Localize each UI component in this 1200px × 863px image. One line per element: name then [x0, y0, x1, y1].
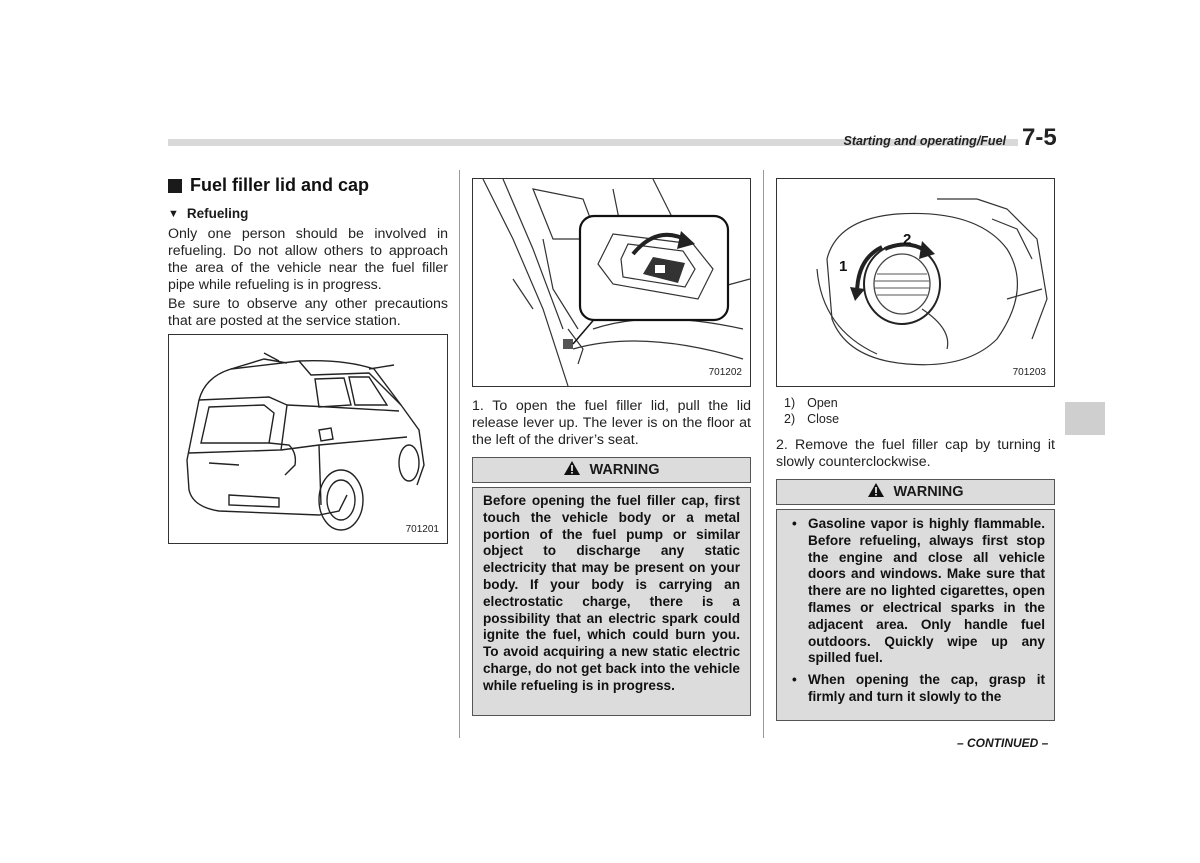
warning-label: WARNING [589, 462, 660, 478]
warning-box [472, 487, 751, 716]
callout-1: 1 [839, 258, 848, 275]
warning-triangle-icon [563, 460, 581, 480]
refueling-paragraph-2: Be sure to observe any other precautions that are posted at the service station. [168, 296, 448, 329]
continued-label: – CONTINUED – [957, 736, 1049, 750]
subheading [168, 206, 248, 221]
warning-item: • When opening the cap, grasp it firmly and turn it slowly to the [786, 672, 1045, 706]
fuel-cap-illustration [777, 179, 1054, 386]
lever-illustration [473, 179, 750, 386]
warning-triangle-icon [867, 482, 885, 502]
heading-text: Fuel filler lid and cap [190, 175, 370, 195]
subheading-text: Refueling [186, 206, 249, 221]
callout-2: 2 [903, 231, 912, 248]
triangle-down-icon: ▼ [168, 207, 179, 220]
legend-number: 2) [784, 412, 796, 426]
figure-legend [784, 395, 839, 427]
warning-header [472, 457, 751, 483]
section-heading [168, 175, 369, 196]
refueling-paragraph-1: Only one person should be involved in refueling. Do not allow others to approach the area of the vehicle near the fuel filler pipe while refueling is in progress. [168, 226, 448, 293]
legend-item [784, 411, 839, 427]
warning-label: WARNING [893, 484, 964, 500]
warning-header [776, 479, 1055, 505]
column-divider-left [459, 170, 460, 738]
page-number: 7-5 [1022, 124, 1057, 151]
figure-release-lever [472, 178, 751, 387]
section-title: Starting and operating/Fuel [843, 134, 1006, 148]
vehicle-illustration [169, 335, 447, 543]
figure-code: 701201 [405, 524, 439, 535]
step-2-text: 2. Remove the fuel filler cap by turning it slowly counterclockwise. [776, 437, 1055, 470]
figure-code: 701202 [708, 367, 742, 378]
column-divider-right [763, 170, 764, 738]
warning-list [786, 516, 1045, 706]
figure-code: 701203 [1012, 367, 1046, 378]
warning-text: Before opening the fuel filler cap, first touch the vehicle body or a metal portion of the fuel pump or similar object to discharge any static electricity that may be present on your body. If your body is carrying an electrostatic charge, there is a possibility that an electric spark could ignite the fuel, which could burn you. To avoid acquiring a new static electric charge, do not get back into the vehicle while refueling is in progress. [483, 493, 740, 693]
heading-square-icon [168, 179, 182, 193]
warning-box [776, 509, 1055, 721]
figure-vehicle-rear [168, 334, 448, 544]
figure-fuel-cap [776, 178, 1055, 387]
legend-label: Close [807, 412, 840, 426]
legend-item [784, 395, 839, 411]
step-1-text: 1. To open the fuel filler lid, pull the lid release lever up. The lever is on the floor at the left of the driver’s seat. [472, 398, 751, 448]
legend-number: 1) [784, 396, 796, 410]
chapter-tab [1065, 402, 1105, 435]
legend-label: Open [807, 396, 838, 410]
warning-item: • Gasoline vapor is highly flammable. Before refueling, always first stop the engine and close all vehicle doors and windows. Make sure that there are no lighted cigarettes, open flames or electrical sparks in the adjacent area. Only handle fuel outdoors. Quickly wipe up any spilled fuel. [786, 516, 1045, 667]
